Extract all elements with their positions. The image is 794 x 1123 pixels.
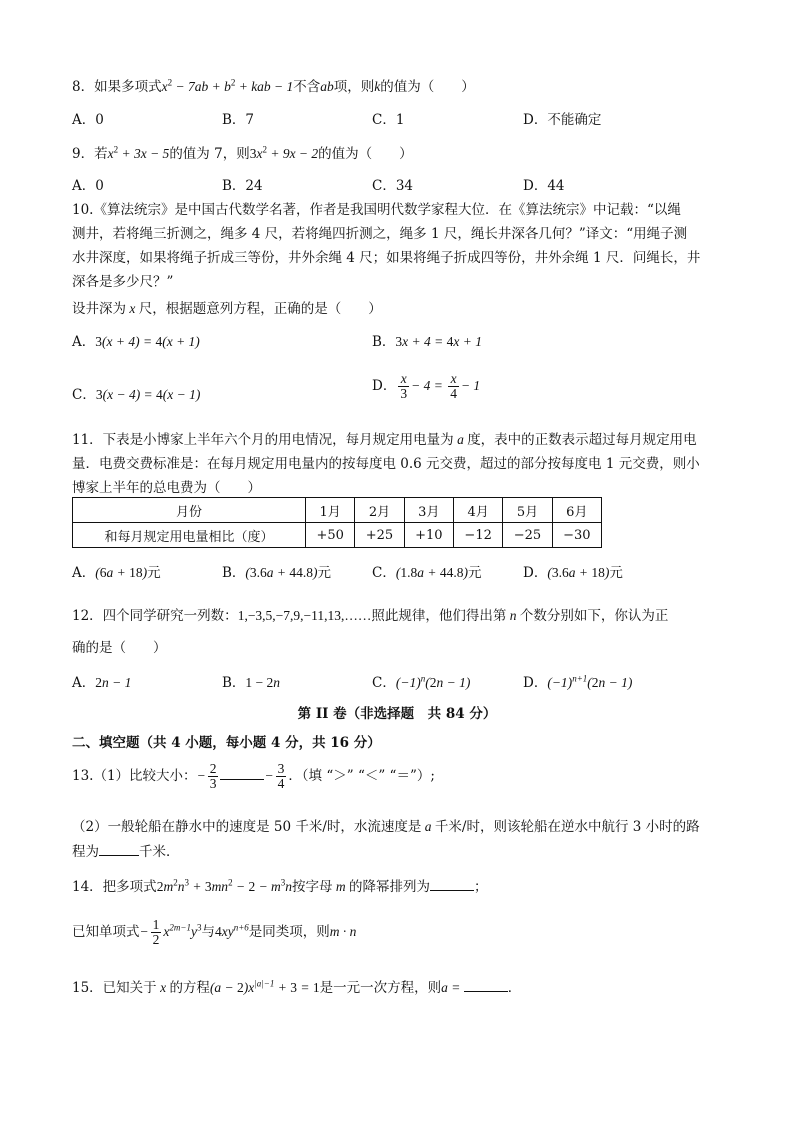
fill-in-title: 二、填空题（共 4 小题，每小题 4 分，共 16 分） <box>72 735 381 751</box>
q9-option-a: A．0 <box>72 178 104 194</box>
q14-line-2: 已知单项式− $\frac{1}{2}$ $x^{2m-1}y^3$与$4xy^{n+6}$是同类项，则m · n <box>72 917 357 948</box>
q8-stem: 8．如果多项式$x^2 - 7ab + b^2$ + kab − 1不含ab项，则k的值为（ ） <box>72 77 475 95</box>
q10-option-a: A．3(x + 4) = 4(x + 1) <box>72 334 200 350</box>
q11-option-c: C．(1.8a + 44.8)元 <box>372 565 482 581</box>
q10-option-c: C．3(x − 4) = 4(x − 1) <box>72 387 201 403</box>
q13-part-1: 13.（1）比较大小：− $\frac{2}{3}$ − $\frac{3}{4}$ ．（填 “＞” “＜” “＝”）; <box>72 761 435 792</box>
q11-option-d: D．(3.6a + 18)元 <box>523 565 623 581</box>
q14-order-blank[interactable] <box>430 878 474 891</box>
q10-option-b: B．3x + 4 = 4x + 1 <box>372 334 482 350</box>
table-cell: 3月 <box>404 498 453 523</box>
q11-line-2: 量．电费交费标准是：在每月规定用电量内的按每度电 0.6 元交费，超过的部分按每度电 1 元交费，则小 <box>72 456 700 472</box>
electricity-table <box>72 497 602 548</box>
table-cell: 2月 <box>355 498 404 523</box>
q10-line-3: 水井深度，如果将绳子折成三等份，井外余绳 4 尺；如果将绳子折成四等份，井外余绳 1 尺．问绳长，井 <box>72 250 701 266</box>
q13-part-2-cont: 程为 千米． <box>72 844 180 860</box>
q12-line-2: 确的是（ ） <box>72 640 167 656</box>
table-cell: 4月 <box>453 498 502 523</box>
table-cell: −12 <box>453 523 502 548</box>
table-cell: −25 <box>503 523 552 548</box>
q13-compare-blank[interactable] <box>220 767 264 780</box>
q10-line-5: 设井深为 x 尺，根据题意列方程，正确的是（ ） <box>72 301 382 317</box>
q9-option-c: C．34 <box>372 178 414 194</box>
table-cell: +50 <box>306 523 355 548</box>
q12-option-c: C．$(-1)^n(2n - 1)$ <box>372 673 471 691</box>
q12-option-d: D．$(-1)^{n+1}(2n - 1)$ <box>523 673 633 691</box>
q9-option-b: B．24 <box>222 178 263 194</box>
section-title: 第 II 卷（非选择题 共 84 分） <box>297 706 497 722</box>
table-cell: 6月 <box>552 498 601 523</box>
table-row <box>73 523 602 548</box>
q15-answer-blank[interactable] <box>464 979 508 992</box>
q8-polynomial: $x^2 - 7ab + b^2$ + kab − 1 <box>161 77 294 94</box>
q11-option-a: A．(6a + 18)元 <box>72 565 161 581</box>
q8-option-b: B．7 <box>222 112 255 128</box>
table-cell: 月份 <box>73 498 306 523</box>
q10-option-d: D． $\frac{x}{3}$ − 4 = $\frac{x}{4}$ − 1 <box>372 371 481 402</box>
q11-line-3: 博家上半年的总电费为（ ） <box>72 480 261 496</box>
q10-line-1: 10.《算法统宗》是中国古代数学名著，作者是我国明代数学家程大位．在《算法统宗》中记载：“以绳 <box>72 202 681 218</box>
table-cell: +10 <box>404 523 453 548</box>
q12-option-b: B．1 − 2n <box>222 675 281 691</box>
table-header-row <box>73 498 602 523</box>
q9-stem: 9．若$x^2 + 3x - 5$的值为 7，则$3x^2 + 9x - 2$的值为（ ） <box>72 144 413 162</box>
q9-option-d: D．44 <box>523 178 565 194</box>
q8-option-d: D．不能确定 <box>523 112 602 128</box>
q11-line-1: 11．下表是小博家上半年六个月的用电情况，每月规定用电量为 a 度，表中的正数表示超过每月规定用电 <box>72 432 697 448</box>
q10-line-4: 深各是多少尺？” <box>72 274 174 290</box>
table-cell: 和每月规定用电量相比（度） <box>73 523 306 548</box>
q12-line-1: 12．四个同学研究一列数：1,−3,5,−7,9,−11,13,……照此规律，他们得出第 n 个数分别如下，你认为正 <box>72 608 669 624</box>
table-cell: 5月 <box>503 498 552 523</box>
table-cell: −30 <box>552 523 601 548</box>
q12-option-a: A．2n − 1 <box>72 675 132 691</box>
q13-part-2: （2）一般轮船在静水中的速度是 50 千米/时，水流速度是 a 千米/时，则该轮船在逆水中航行 3 小时的路 <box>72 819 700 835</box>
q13-distance-blank[interactable] <box>99 843 139 856</box>
q10-line-2: 测井，若将绳三折测之，绳多 4 尺，若将绳四折测之，绳多 1 尺，绳长井深各几何？”译文：“用绳子测 <box>72 226 688 242</box>
q11-option-b: B．(3.6a + 44.8)元 <box>222 565 332 581</box>
q8-option-a: A．0 <box>72 112 104 128</box>
table-cell: 1月 <box>306 498 355 523</box>
q8-option-c: C．1 <box>372 112 405 128</box>
table-cell: +25 <box>355 523 404 548</box>
q15-stem: 15．已知关于 x 的方程$(a - 2)x^{|a|-1} + 3 = 1$是一元一次方程，则a = ． <box>72 978 522 996</box>
q14-line-1: 14．把多项式$2m^2n^3 + 3mn^2 - 2 - m^3n$按字母 m 的降幂排列为 ； <box>72 877 488 895</box>
